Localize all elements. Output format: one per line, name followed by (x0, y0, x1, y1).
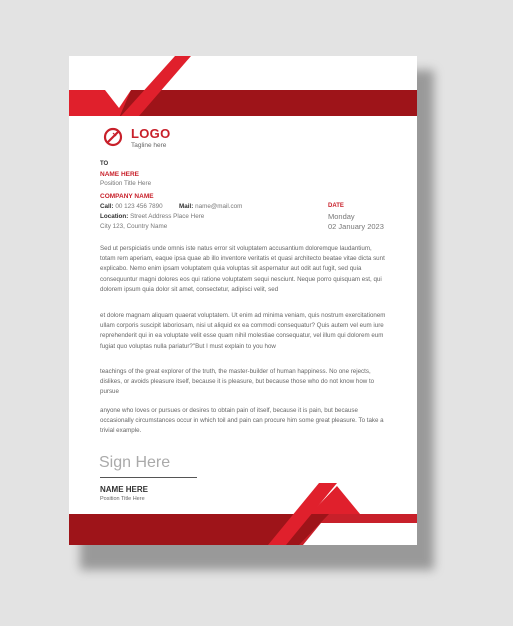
logo-text: LOGO (131, 126, 171, 141)
signature-prompt: Sign Here (99, 454, 171, 471)
call-label: Call: (100, 203, 114, 210)
location-label: Location: (100, 213, 129, 220)
call-line (100, 203, 163, 210)
company-name: COMPANY NAME (100, 193, 154, 200)
signatory-name: NAME HERE (100, 485, 149, 494)
to-label: TO (100, 161, 109, 167)
letterhead-page (69, 56, 417, 545)
company-city: City 123, Country Name (100, 223, 168, 230)
body-paragraph: teachings of the great explorer of the truth, the master-builder of human happiness. No one rejects, dislikes, or avoids pleasure itself, because it is pleasure, but because those who do not know how to pursue (100, 368, 375, 396)
recipient-name: NAME HERE (100, 171, 140, 178)
mail-label: Mail: (179, 203, 194, 210)
location-line (100, 213, 204, 220)
no-entry-circle-icon (103, 127, 123, 147)
location-value: Street Address Place Here (130, 213, 205, 220)
header-decoration (69, 56, 417, 116)
mail-line (179, 203, 242, 210)
date-day: Monday (328, 212, 355, 221)
recipient-position: Position Title Here (100, 180, 152, 187)
call-value: 00 123 456 7890 (115, 203, 163, 210)
signature-line (100, 477, 197, 478)
body-paragraph: anyone who loves or pursues or desires to obtain pain of itself, because it is pain, but because occasionally circumstances occur in which toil and pain can procure him some great pleasure. To take a trivial example. (100, 407, 384, 435)
footer-decoration (69, 483, 417, 545)
date-value: 02 January 2023 (328, 222, 384, 231)
body-paragraph: et dolore magnam aliquam quaerat voluptatem. Ut enim ad minima veniam, quis nostrum exercitationem ullam corporis suscipit laboriosam, nisi ut aliquid ex ea commodi consequatur? Quis autem vel eum iure reprehenderit qui in ea voluptate velit esse quam nihil molestiae consequatur, vel illum qui dolorem eum fugiat quo voluptas nulla pariatur?"But I must explain to you how (100, 312, 386, 350)
date-label: DATE (328, 203, 344, 209)
logo-tagline: Tagline here (131, 142, 167, 149)
mail-value: name@mail.com (195, 203, 243, 210)
body-paragraph: Sed ut perspiciatis unde omnis iste natus error sit voluptatem accusantium doloremque laudantium, totam rem aperiam, eaque ipsa quae ab illo inventore veritatis et quasi architecto beatae vitae dicta sunt explicabo. Nemo enim ipsam voluptatem quia voluptas sit aspernatur aut odit aut fugit, sed quia consequuntur magni dolores eos qui ratione voluptatem sequi nesciunt. Neque porro quisquam est, qui dolorem ipsum quia dolor sit amet, consectetur, adipisci velit, sed (100, 245, 385, 293)
signatory-position: Position Title Here (100, 496, 145, 502)
